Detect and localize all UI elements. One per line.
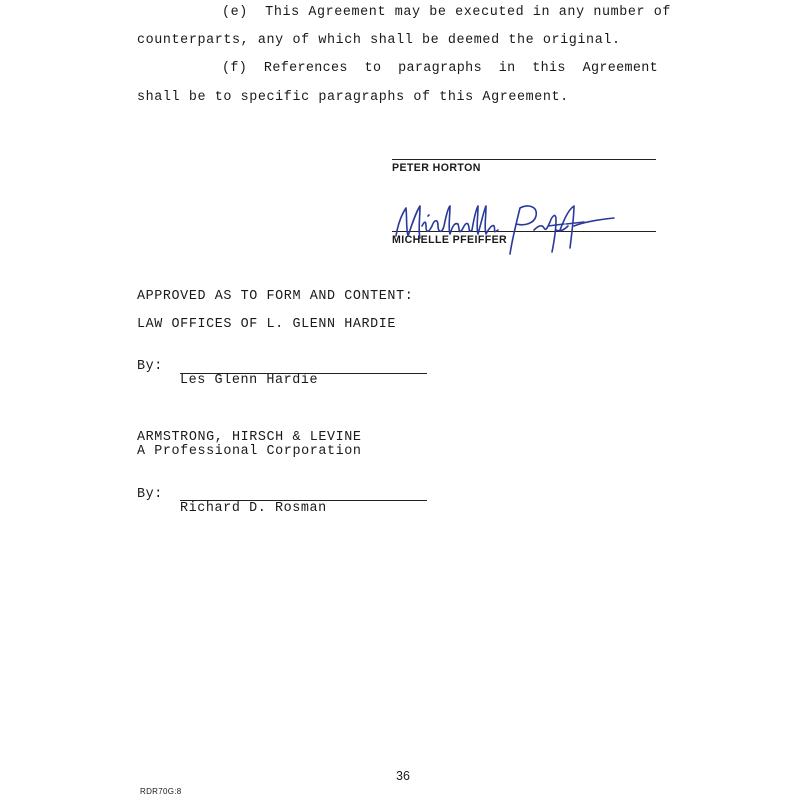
firm-type-professional-corporation: A Professional Corporation	[137, 444, 362, 459]
signatory-name-peter-horton: PETER HORTON	[392, 162, 481, 174]
page-number: 36	[396, 769, 410, 783]
paragraph-e-line-1: (e) This Agreement may be executed in any number of	[222, 5, 672, 20]
by-label-1: By:	[137, 359, 163, 374]
paragraph-f-line-1: (f) References to paragraphs in this Agreement	[222, 61, 659, 76]
approval-heading: APPROVED AS TO FORM AND CONTENT:	[137, 289, 414, 304]
firm-name-armstrong: ARMSTRONG, HIRSCH & LEVINE	[137, 430, 362, 445]
signer-name-les-glenn-hardie: Les Glenn Hardie	[180, 373, 319, 388]
by-label-2: By:	[137, 487, 163, 502]
paragraph-f-line-2: shall be to specific paragraphs of this Agreement.	[137, 90, 569, 105]
signer-name-richard-rosman: Richard D. Rosman	[180, 501, 327, 516]
firm-name-hardie: LAW OFFICES OF L. GLENN HARDIE	[137, 317, 397, 332]
document-code: RDR70G:8	[140, 787, 182, 796]
handwritten-signature	[388, 196, 618, 258]
signature-line-peter-horton	[392, 159, 656, 160]
signatory-name-michelle-pfeiffer: MICHELLE PFEIFFER	[392, 234, 508, 246]
paragraph-e-line-2: counterparts, any of which shall be deemed the original.	[137, 33, 621, 48]
